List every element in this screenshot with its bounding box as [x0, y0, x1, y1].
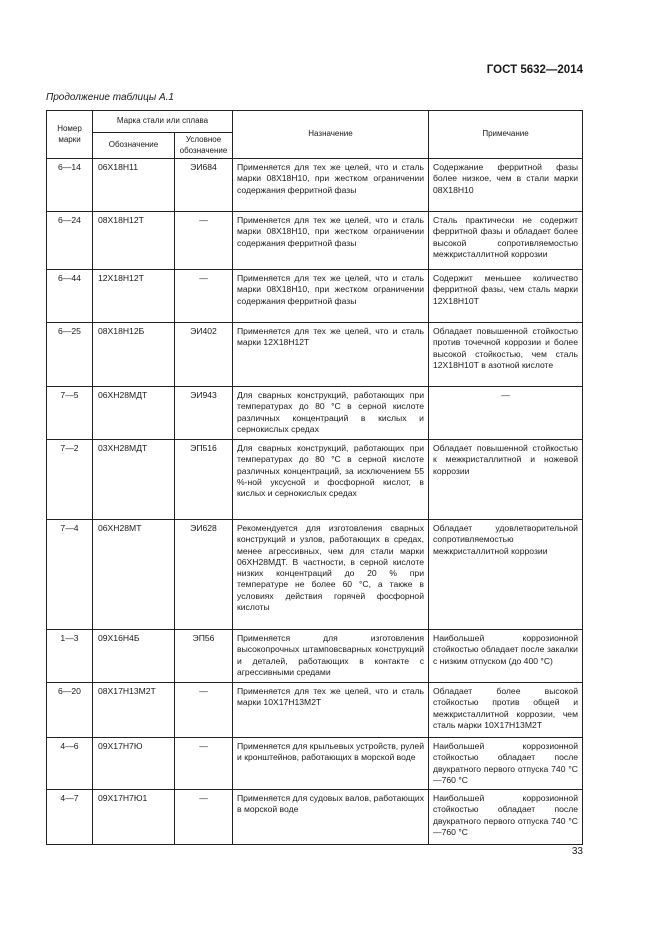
cell-purpose: Применяется для тех же целей, что и сталь марки 08Х18Н10, при жестком ограничении содержания ферритной фазы: [233, 212, 429, 270]
cell-designation: 09Х16Н4Б: [93, 630, 175, 683]
cell-note: Обладает повышенной стойкостью против точечной коррозии и более высокой стойкостью, чем сталь 12Х18Н10Т в азотной кислоте: [429, 323, 583, 387]
table-caption: Продолжение таблицы А.1: [46, 92, 174, 103]
cell-number: 7—5: [47, 387, 93, 440]
cell-designation: 09Х17Н7Ю1: [93, 790, 175, 845]
table-row: [47, 683, 583, 738]
cell-number: 6—14: [47, 159, 93, 212]
cell-conventional: ЭП516: [175, 440, 233, 520]
cell-conventional: —: [175, 738, 233, 790]
cell-number: 1—3: [47, 630, 93, 683]
cell-number: 4—7: [47, 790, 93, 845]
cell-designation: 03ХН28МДТ: [93, 440, 175, 520]
header-conventional: Условное обозначение: [175, 133, 233, 159]
cell-purpose: Рекомендуется для изготовления сварных конструкций и узлов, работающих в средах, менее агрессивных, чем для стали марки 06ХН28МДТ. В частности, в серной кислоте низких концентраций до 20 % при температуре не более 60 °С, а также в условиях действия горячей фосфорной кислоты: [233, 520, 429, 630]
cell-purpose: Применяется для тех же целей, что и сталь марки 10Х17Н13М2Т: [233, 683, 429, 738]
table-row: [47, 387, 583, 440]
cell-number: 7—4: [47, 520, 93, 630]
cell-purpose: Применяется для изготовления высокопрочных штамповсварных конструкций и деталей, работающих в контакте с агрессивными средами: [233, 630, 429, 683]
cell-conventional: —: [175, 790, 233, 845]
cell-conventional: ЭИ684: [175, 159, 233, 212]
cell-note: Обладает удовлетворительной сопротивляемостью межкристаллитной коррозии: [429, 520, 583, 630]
cell-number: 6—44: [47, 270, 93, 323]
cell-number: 6—24: [47, 212, 93, 270]
cell-note: Наибольшей коррозионной стойкостью обладает после закалки с низким отпуском (до 400 °С): [429, 630, 583, 683]
cell-conventional: —: [175, 270, 233, 323]
table-row: [47, 790, 583, 845]
table-row: [47, 440, 583, 520]
cell-purpose: Применяется для тех же целей, что и сталь марки 08Х18Н10, при жестком ограничении содержания ферритной фазы: [233, 270, 429, 323]
cell-designation: 08Х17Н13М2Т: [93, 683, 175, 738]
cell-note: Содержание ферритной фазы более низкое, чем в стали марки 08Х18Н10: [429, 159, 583, 212]
cell-purpose: Для сварных конструкций, работающих при температурах до 80 °С в серной кислоте различных концентраций в кислых и сернокислых средах: [233, 387, 429, 440]
table-row: [47, 212, 583, 270]
cell-number: 6—25: [47, 323, 93, 387]
cell-note: Наибольшей коррозионной стойкостью обладает после двукратного первого отпуска 740 °С—760 °С: [429, 738, 583, 790]
cell-designation: 08Х18Н12Б: [93, 323, 175, 387]
steel-grades-table: [46, 110, 583, 845]
header-number: Номер марки: [47, 111, 93, 159]
cell-purpose: Применяется для тех же целей, что и сталь марки 08Х18Н10, при жестком ограничении содержания ферритной фазы: [233, 159, 429, 212]
cell-designation: 06Х18Н11: [93, 159, 175, 212]
header-grade-group: Марка стали или сплава: [93, 111, 233, 133]
cell-note: Обладает более высокой стойкостью против общей и межкристаллитной коррозии, чем сталь марки 10Х17Н13М2Т: [429, 683, 583, 738]
cell-designation: 12Х18Н12Т: [93, 270, 175, 323]
header-purpose: Назначение: [233, 111, 429, 159]
table-row: [47, 630, 583, 683]
cell-purpose: Для сварных конструкций, работающих при температурах до 80 °С в серной кислоте различных концентраций, за исключением 55 %-ной уксусной и фосфорной кислот, в кислых и сернокислых средах: [233, 440, 429, 520]
cell-conventional: ЭИ628: [175, 520, 233, 630]
cell-note: Обладает повышенной стойкостью к межкристаллитной и ножевой коррозии: [429, 440, 583, 520]
cell-note: —: [429, 387, 583, 440]
header-designation: Обозначение: [93, 133, 175, 159]
cell-number: 4—6: [47, 738, 93, 790]
cell-designation: 09Х17Н7Ю: [93, 738, 175, 790]
document-code: ГОСТ 5632—2014: [486, 64, 583, 76]
cell-note: Содержит меньшее количество ферритной фазы, чем сталь марки 12Х18Н10Т: [429, 270, 583, 323]
table-row: [47, 159, 583, 212]
cell-note: Наибольшей коррозионной стойкостью обладает после двукратного первого отпуска 740 °С—760 °С: [429, 790, 583, 845]
table-row: [47, 520, 583, 630]
cell-designation: 06ХН28МДТ: [93, 387, 175, 440]
cell-conventional: —: [175, 683, 233, 738]
page-number: 33: [571, 846, 583, 857]
cell-purpose: Применяется для тех же целей, что и сталь марки 12Х18Н12Т: [233, 323, 429, 387]
cell-conventional: ЭП56: [175, 630, 233, 683]
cell-number: 6—20: [47, 683, 93, 738]
table-row: [47, 738, 583, 790]
cell-purpose: Применяется для судовых валов, работающих в морской воде: [233, 790, 429, 845]
cell-conventional: ЭИ943: [175, 387, 233, 440]
cell-number: 7—2: [47, 440, 93, 520]
cell-conventional: —: [175, 212, 233, 270]
header-note: Примечание: [429, 111, 583, 159]
cell-designation: 06ХН28МТ: [93, 520, 175, 630]
cell-conventional: ЭИ402: [175, 323, 233, 387]
cell-designation: 08Х18Н12Т: [93, 212, 175, 270]
table-row: [47, 323, 583, 387]
cell-purpose: Применяется для крыльевых устройств, рулей и кронштейнов, работающих в морской воде: [233, 738, 429, 790]
cell-note: Сталь практически не содержит ферритной фазы и обладает более высокой сопротивляемостью межкристаллитной коррозии: [429, 212, 583, 270]
table-row: [47, 270, 583, 323]
